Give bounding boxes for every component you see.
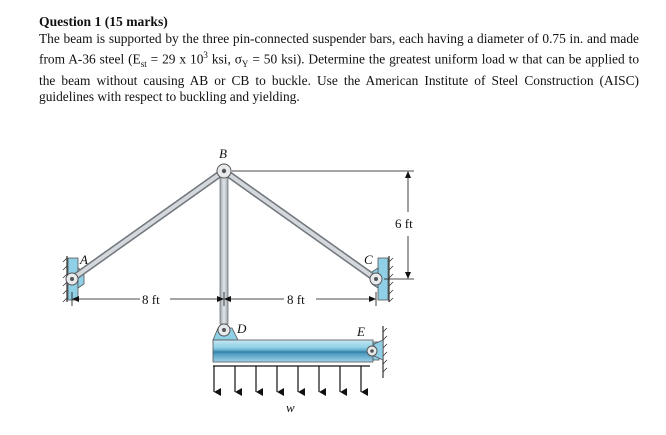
question-body-part4: = 50 ksi). Determine the greatest uniform load w that can be applied to the beam without causing AB or CB to buckle. Use the American Institute of Steel Construction (AISC) guidelines with respect to buckling and yielding. [39,51,640,104]
question-body-part1: The beam is supported by the three pin-connected suspender bars, each having a diameter of 0.75 in. and made from A-36 steel (E [39,31,639,67]
exponent: 3 [203,50,208,61]
label-a: A [80,252,88,267]
label-w: w [286,400,295,415]
label-e: E [357,324,365,339]
question-title: Question 1 (15 marks) [39,14,168,29]
support-e [367,326,387,378]
label-d: D [237,321,247,336]
pin-c [370,273,382,285]
dim-height: 6 ft [395,216,413,231]
bar-cb [224,171,376,279]
sigma-subscript: Y [241,59,249,70]
pin-b [217,164,231,178]
question-body-part3: ksi, σ [207,51,242,67]
dim-left-span: 8 ft [142,292,160,307]
e-subscript: st [140,59,147,70]
dim-right-span: 8 ft [287,292,305,307]
label-c: C [364,252,373,267]
distributed-load [213,366,370,392]
question-body-part2: = 29 x 10 [146,51,204,67]
pin-a [66,273,78,285]
label-b: B [219,146,227,161]
bar-ab [72,171,224,279]
span-dimension [72,292,376,306]
